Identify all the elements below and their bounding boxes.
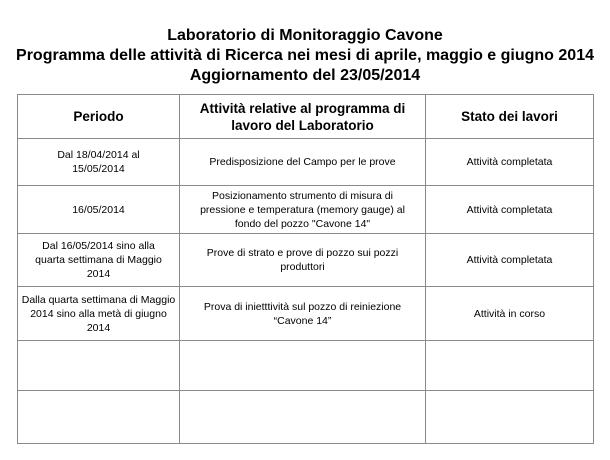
cell-stato: [426, 391, 594, 444]
cell-attivita: Predisposizione del Campo per le prove: [180, 139, 426, 186]
cell-periodo: [18, 341, 180, 391]
cell-attivita: Posizionamento strumento di misura di pressione e temperatura (memory gauge) al fondo del pozzo "Cavone 14": [180, 186, 426, 234]
cell-periodo: 16/05/2014: [18, 186, 180, 234]
table-row: [18, 341, 594, 391]
table-row: [18, 186, 594, 234]
header-update-date: Aggiornamento del 23/05/2014: [189, 67, 421, 84]
cell-periodo: [18, 391, 180, 444]
cell-stato: Attività in corso: [426, 287, 594, 341]
cell-stato: Attività completata: [426, 186, 594, 234]
cell-stato: [426, 341, 594, 391]
cell-attivita: [180, 391, 426, 444]
cell-periodo: Dalla quarta settimana di Maggio 2014 sino alla metà di giugno 2014: [18, 287, 180, 341]
cell-stato: Attività completata: [426, 139, 594, 186]
table-row: [18, 234, 594, 287]
table-row: [18, 139, 594, 186]
column-header-attivita: Attività relative al programma di lavoro del Laboratorio: [180, 95, 426, 139]
cell-attivita: Prova di inietttività sul pozzo di reiniezione “Cavone 14”: [180, 287, 426, 341]
cell-attivita: Prove di strato e prove di pozzo sui pozzi produttori: [180, 234, 426, 287]
column-header-stato: Stato dei lavori: [426, 95, 594, 139]
cell-stato: Attività completata: [426, 234, 594, 287]
document-header: [0, 0, 610, 86]
table-header-row: [18, 95, 594, 139]
header-subtitle: Programma delle attività di Ricerca nei mesi di aprile, maggio e giugno 2014: [16, 47, 594, 64]
header-title: Laboratorio di Monitoraggio Cavone: [167, 27, 443, 44]
table-row: [18, 287, 594, 341]
column-header-periodo: Periodo: [18, 95, 180, 139]
cell-periodo: Dal 18/04/2014 al 15/05/2014: [18, 139, 180, 186]
cell-attivita: [180, 341, 426, 391]
activity-program-table: [17, 94, 594, 444]
cell-periodo: Dal 16/05/2014 sino alla quarta settimana di Maggio 2014: [18, 234, 180, 287]
table-row: [18, 391, 594, 444]
